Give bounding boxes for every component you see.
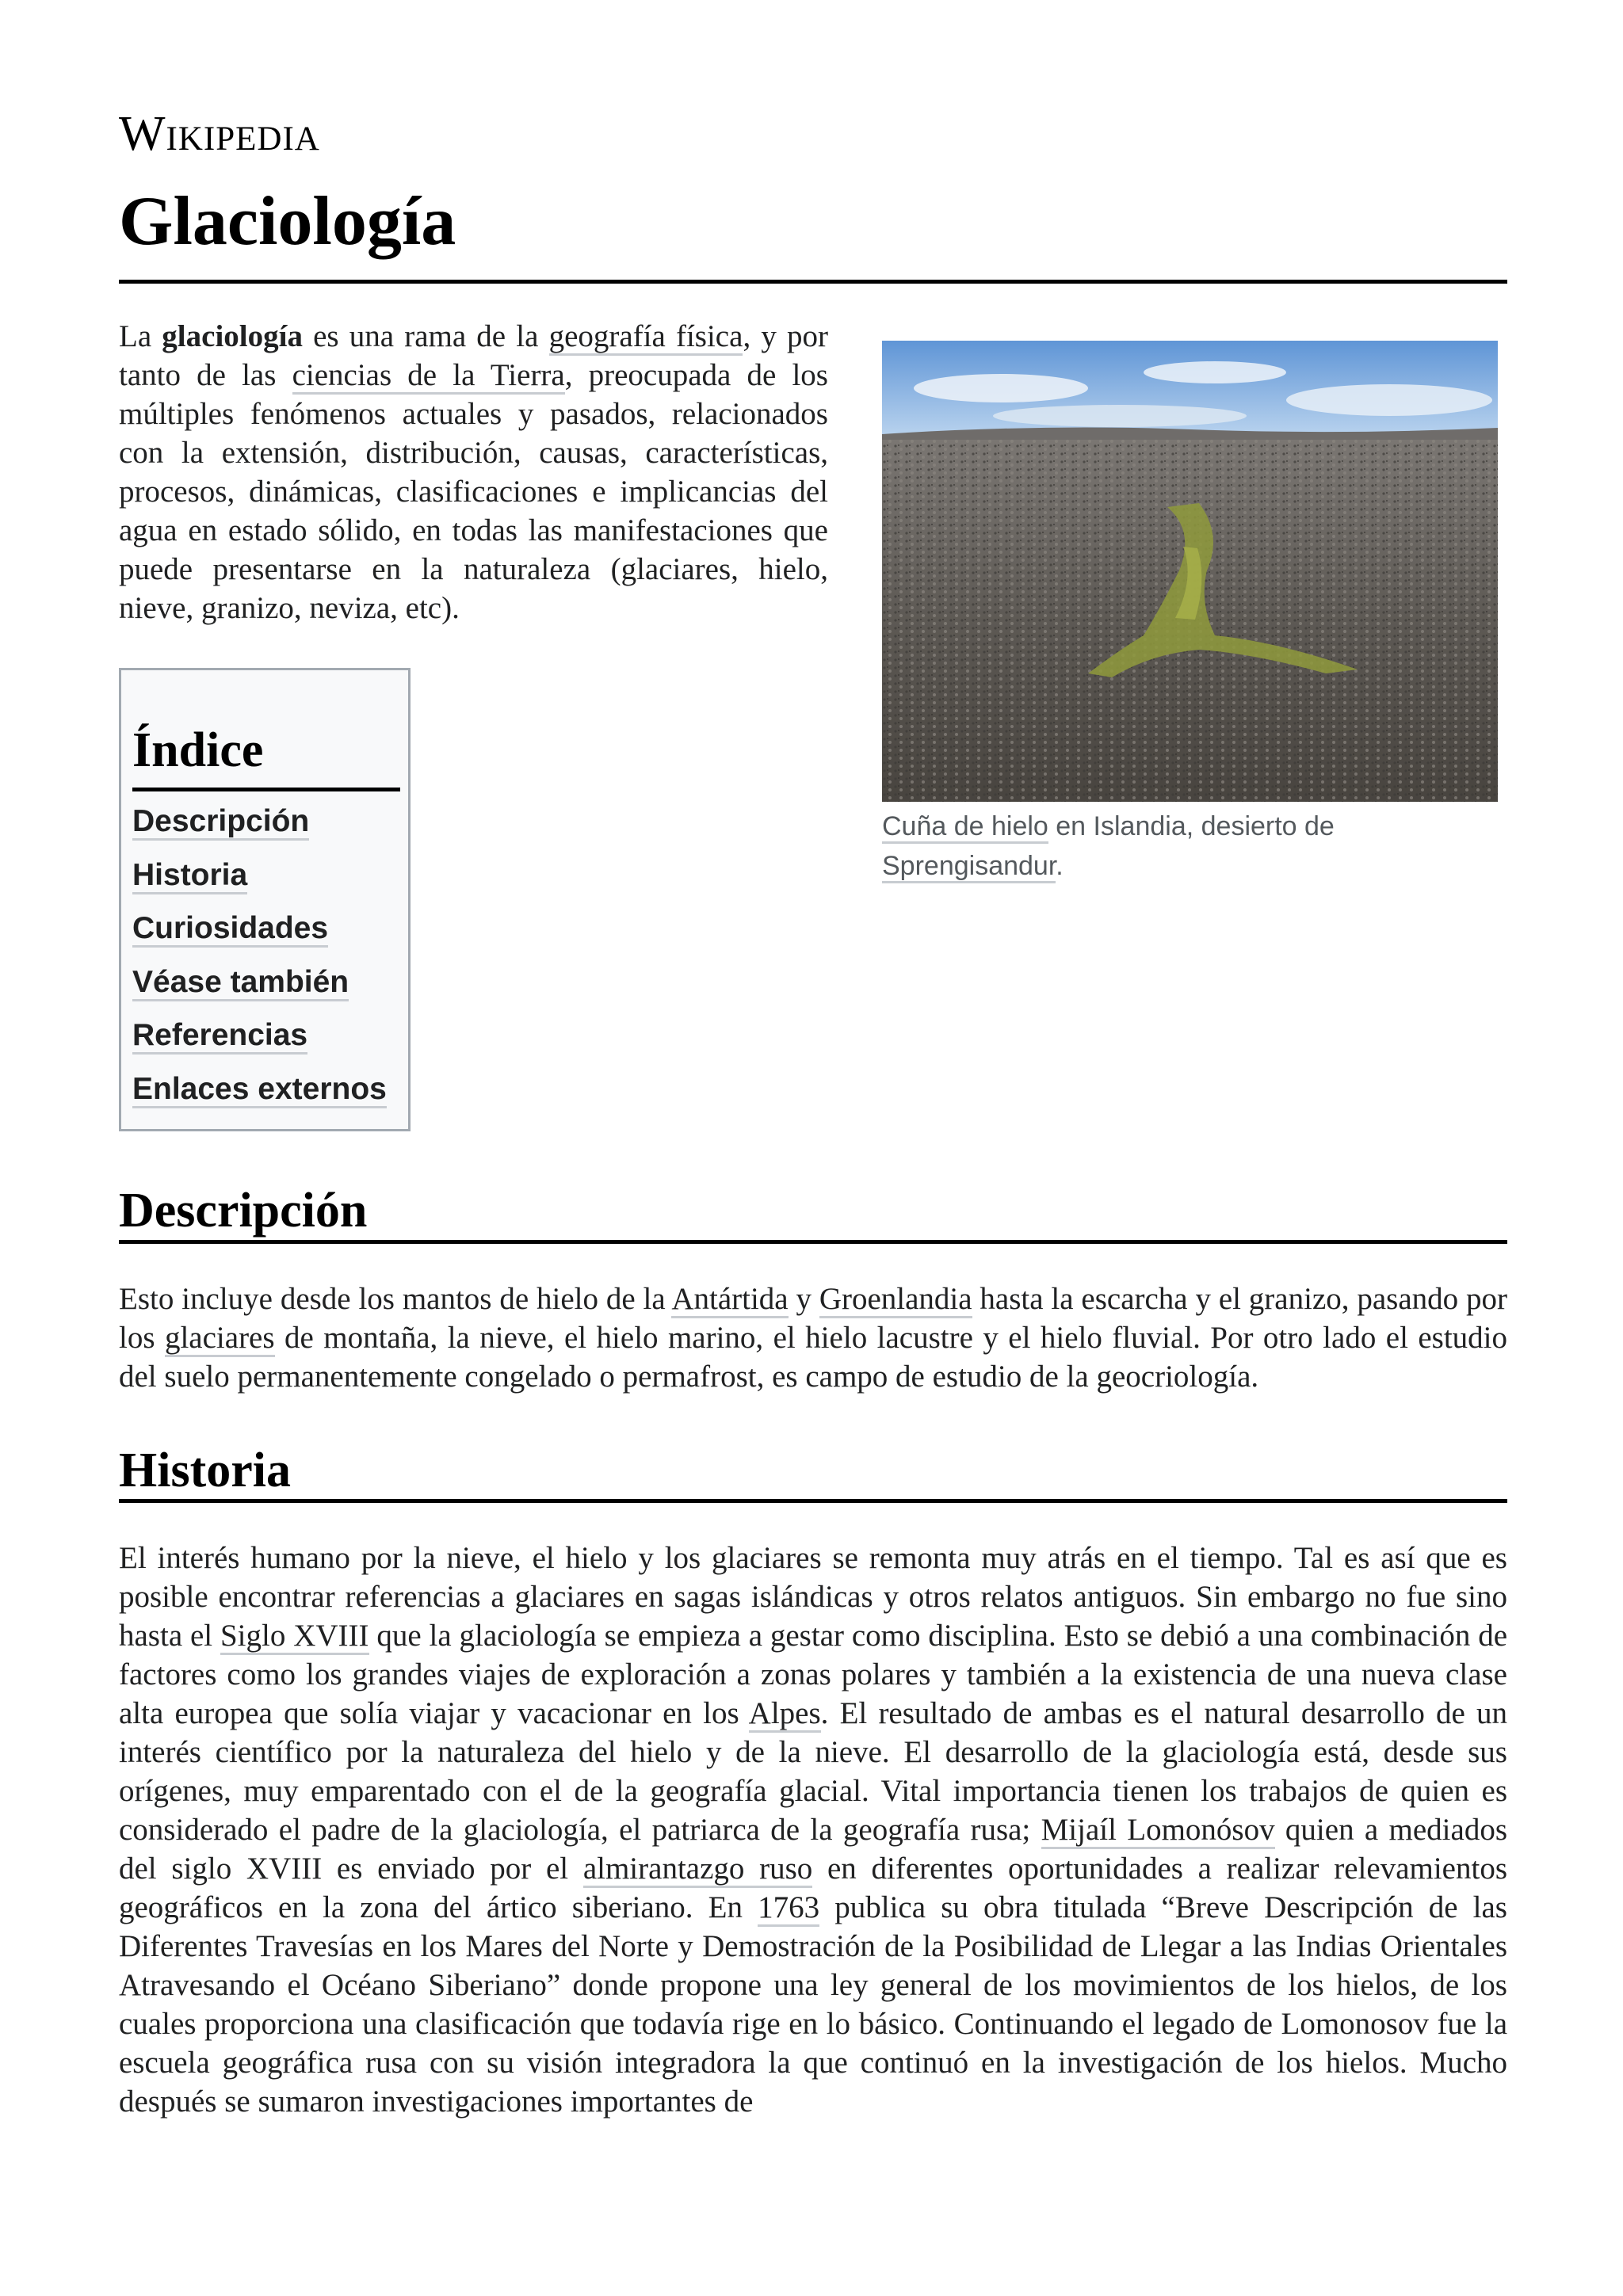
toc-item <box>132 856 387 910</box>
section-heading-descripcion: Descripción <box>119 1184 368 1238</box>
link-ciencias-tierra[interactable]: ciencias de la Tierra <box>292 358 565 395</box>
link-alpes[interactable]: Alpes <box>749 1696 821 1733</box>
toc-title: Índice <box>132 723 264 777</box>
toc-link-curiosidades[interactable]: Curiosidades <box>132 911 328 948</box>
section-divider-descripcion <box>119 1240 1507 1244</box>
section-heading-historia: Historia <box>119 1444 291 1497</box>
link-geografia-fisica[interactable]: geografía física <box>549 319 743 356</box>
figure-caption: Cuña de hielo en Islandia, desierto de Sprengisandur. <box>882 807 1437 886</box>
toc-link-descripcion[interactable]: Descripción <box>132 804 309 841</box>
toc-item <box>132 1016 387 1070</box>
article-figure <box>882 341 1500 886</box>
wikipedia-logo[interactable]: Wikipedia <box>119 107 320 161</box>
toc-divider <box>132 788 400 791</box>
link-antartida[interactable]: Antártida <box>671 1282 788 1318</box>
link-mijail-lomonosov[interactable]: Mijaíl Lomonósov <box>1041 1813 1275 1849</box>
link-glaciares[interactable]: glaciares <box>165 1321 275 1357</box>
link-almirantazgo-ruso[interactable]: almirantazgo ruso <box>583 1852 812 1888</box>
toc-link-referencias[interactable]: Referencias <box>132 1018 307 1055</box>
lead-paragraph: La glaciología es una rama de la geografía física, y por tanto de las ciencias de la Tierra, preocupada de los múltiples fenómenos actuales y pasados, relacionados con la extensión, distribución, causas, características, procesos, dinámicas, clasificaciones e implicancias del agua en estado sólido, en todas las manifestaciones que puede presentarse en la naturaleza (glaciares, hielo, nieve, granizo, neviza, etc). <box>119 319 828 625</box>
toc-link-enlaces-externos[interactable]: Enlaces externos <box>132 1072 387 1108</box>
historia-paragraph: El interés humano por la nieve, el hielo y los glaciares se remonta muy atrás en el tiempo. Tal es así que es posible encontrar referencias a glaciares en sagas islándicas y otros relatos antiguos. Sin embargo no fue sino hasta el Siglo XVIII que la glaciología se empieza a gestar como disciplina. Esto se debió a una combinación de factores como los grandes viajes de exploración a zonas polares y también a la existencia de una nueva clase alta europea que solía viajar y vacacionar en los Alpes. El resultado de ambas es el natural desarrollo de un interés científico por la naturaleza del hielo y de la nieve. El desarrollo de la glaciología está, desde sus orígenes, muy emparentado con el de la geografía glacial. Vital importancia tienen los trabajos de quien es considerado el padre de la glaciología, el patriarca de la geografía rusa; Mijaíl Lomonósov quien a mediados del siglo XVIII es enviado por el almirantazgo ruso en diferentes oportunidades a realizar relevamientos geográficos en la zona del ártico siberiano. En 1763 publica su obra titulada “Breve Descripción de las Diferentes Travesías en los Mares del Norte y Demostración de la Posibilidad de Llegar a las Indias Orientales Atravesando el Océano Siberiano” donde propone una ley general de los movimientos de los hielos, de los cuales proporciona una clasificación que todavía rige en lo básico. Continuando el legado de Lomonosov fue la escuela geográfica rusa con su visión integradora la que continuó en la investigación de los hielos. Mucho después se sumaron investigaciones importantes de <box>119 1541 1508 2119</box>
toc-item <box>132 802 387 856</box>
link-sprengisandur[interactable]: Sprengisandur <box>882 851 1056 883</box>
toc-item <box>132 963 387 1016</box>
link-groenlandia[interactable]: Groenlandia <box>819 1282 972 1318</box>
title-divider <box>119 280 1507 284</box>
toc-item <box>132 909 387 963</box>
lead-bold-term: glaciología <box>162 319 303 353</box>
link-cuna-de-hielo[interactable]: Cuña de hielo <box>882 811 1048 844</box>
toc-list <box>132 802 387 1123</box>
ice-wedge-photo[interactable] <box>882 341 1498 802</box>
link-1763[interactable]: 1763 <box>758 1890 819 1927</box>
toc-item <box>132 1070 387 1123</box>
toc-link-vease-tambien[interactable]: Véase también <box>132 965 349 1001</box>
toc-link-historia[interactable]: Historia <box>132 858 247 894</box>
table-of-contents <box>119 668 411 1131</box>
link-siglo-xviii[interactable]: Siglo XVIII <box>220 1619 369 1655</box>
descripcion-paragraph: Esto incluye desde los mantos de hielo de la Antártida y Groenlandia hasta la escarcha y el granizo, pasando por los glaciares de montaña, la nieve, el hielo marino, el hielo lacustre y el hielo fluvial. Por otro lado el estudio del suelo permanentemente congelado o permafrost, es campo de estudio de la geocriología. <box>119 1282 1508 1394</box>
section-divider-historia <box>119 1499 1507 1503</box>
page-title: Glaciología <box>119 183 456 260</box>
